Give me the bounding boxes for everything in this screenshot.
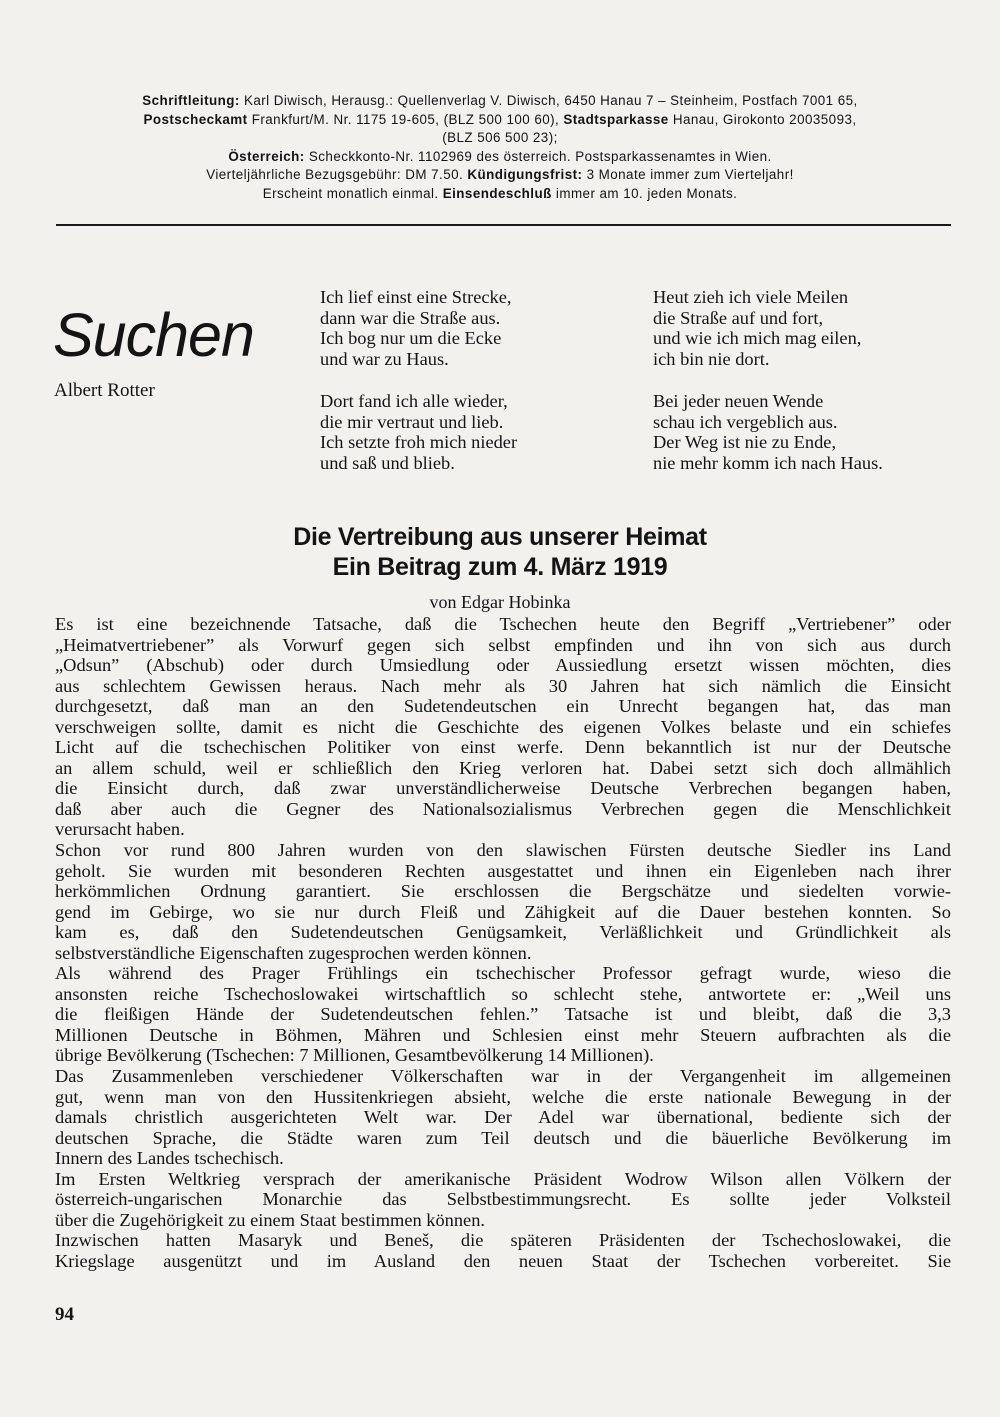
poem-stanza-3 bbox=[653, 287, 861, 369]
article-line: Schon vor rund 800 Jahren wurden von den slawischen Fürsten deutsche Siedler ins Land bbox=[55, 840, 951, 861]
masthead-label: Österreich: bbox=[228, 148, 305, 164]
poem-line: die mir vertraut und lieb. bbox=[320, 411, 504, 432]
article-author: von Edgar Hobinka bbox=[429, 592, 571, 612]
masthead-line bbox=[50, 166, 950, 185]
article-line: an allem schuld, weil er schließlich den Krieg verloren hat. Dabei setzt sich doch allmählich bbox=[55, 757, 951, 778]
article-line: Das Zusammenleben verschiedener Völkerschaften war in der Vergangenheit im allgemeinen bbox=[55, 1066, 951, 1087]
masthead-text: Scheckkonto-Nr. 1102969 des österreich. Postsparkassenamtes in Wien. bbox=[304, 148, 772, 164]
article-line: übrige Bevölkerung (Tschechen: 7 Millionen, Gesamtbevölkerung 14 Millionen). bbox=[55, 1045, 654, 1066]
article-line: herkömmlichen Ordnung garantiert. Sie erschlossen die Bergschätze und siedelten vorwie- bbox=[55, 881, 951, 902]
masthead-label: Postscheckamt bbox=[143, 111, 248, 127]
masthead-text: Hanau, Girokonto 20035093, bbox=[668, 111, 857, 127]
masthead-label: Schriftleitung: bbox=[142, 93, 240, 108]
article-line: aus schlechtem Gewissen heraus. Nach mehr als 30 Jahren hat sich nämlich die Einsicht bbox=[55, 675, 951, 696]
poem-line: die Straße auf und fort, bbox=[653, 307, 824, 328]
article-line: österreich-ungarischen Monarchie das Selbstbestimmungsrecht. Es sollte jeder Volksteil bbox=[55, 1189, 951, 1210]
article-line: „Heimatvertriebener” als Vorwurf gegen sich selbst empfinden und ihn von sich aus durch bbox=[55, 634, 951, 655]
article-title bbox=[0, 522, 1000, 582]
article-line: Licht auf die tschechischen Politiker von einst werfe. Denn bekanntlich ist nur der Deutsche bbox=[55, 737, 951, 758]
poem-stanza-4 bbox=[653, 391, 883, 473]
article-body bbox=[55, 614, 951, 1272]
article-line: die fleißigen Hände der Sudetendeutschen fehlen.” Tatsache ist und bleibt, daß die 3,3 bbox=[55, 1004, 951, 1025]
poem-stanza-1 bbox=[320, 287, 512, 369]
masthead-text: Erscheint monatlich einmal. bbox=[262, 185, 443, 201]
article-line: Als während des Prager Frühlings ein tschechischer Professor gefragt wurde, wieso die bbox=[55, 963, 951, 984]
article-line: Es ist eine bezeichnende Tatsache, daß die Tschechen heute den Begriff „Vertriebener” oder bbox=[55, 614, 951, 634]
article-line: Millionen Deutsche in Böhmen, Mähren und Schlesien einst mehr Steuern aufbrachten als die bbox=[55, 1024, 951, 1045]
masthead-line bbox=[50, 185, 950, 204]
article-line: Kriegslage ausgenützt und im Ausland den neuen Staat der Tschechen vorbereitet. Sie bbox=[55, 1250, 951, 1271]
poem-line: Ich bog nur um die Ecke bbox=[320, 328, 502, 349]
poem-line: Ich setzte froh mich nieder bbox=[320, 432, 518, 453]
poem-line: Ich lief einst eine Strecke, bbox=[320, 287, 512, 307]
article-line: Im Ersten Weltkrieg versprach der amerikanische Präsident Wodrow Wilson allen Völkern der bbox=[55, 1168, 951, 1189]
article-line: über die Zugehörigkeit zu einem Staat bestimmen können. bbox=[55, 1209, 486, 1230]
poem-line: Der Weg ist nie zu Ende, bbox=[653, 432, 837, 453]
article-line: verschweigen sollte, damit es nicht die Geschichte des eigenen Volkes belaste und ein schiefes bbox=[55, 716, 951, 737]
masthead-divider bbox=[56, 224, 951, 226]
masthead-text: Frankfurt/M. Nr. 1175 19-605, (BLZ 500 100 60), bbox=[247, 111, 564, 127]
article-line: gut, wenn man von den Hussitenkriegen absieht, welche die erste nationale Bewegung in der bbox=[55, 1086, 951, 1107]
article-line: selbstverständliche Eigenschaften zugesprochen werden können. bbox=[55, 942, 532, 963]
article-line: geholt. Sie wurden mit besonderen Rechten ausgestattet und ihnen ein Eigenleben nach ihrer bbox=[55, 860, 951, 881]
masthead-line bbox=[50, 111, 950, 130]
poem-line: ich bin nie dort. bbox=[653, 348, 770, 369]
masthead-text: Karl Diwisch, Herausg.: Quellenverlag V. Diwisch, 6450 Hanau 7 – Steinheim, Postfach 7001 65, bbox=[239, 93, 858, 108]
poem-line: schau ich vergeblich aus. bbox=[653, 411, 838, 432]
article-line: deutschen Sprache, die Städte waren zum Teil deutsch und die bäuerliche Bevölkerung im bbox=[55, 1127, 951, 1148]
poem-line: Heut zieh ich viele Meilen bbox=[653, 287, 849, 307]
masthead-label: Stadtsparkasse bbox=[563, 111, 669, 127]
article-line: daß aber auch die Gegner des Nationalsozialismus Verbrechen gegen die Menschlichkeit bbox=[55, 798, 951, 819]
masthead-line bbox=[50, 92, 950, 111]
article-line: damals christlich ausgerichteten Welt war. Der Adel war übernational, bediente sich der bbox=[55, 1107, 951, 1128]
masthead-text: 3 Monate immer zum Vierteljahr! bbox=[582, 167, 794, 183]
poem-title: Suchen bbox=[53, 301, 254, 369]
article-title-line: Die Vertreibung aus unserer Heimat bbox=[293, 523, 707, 551]
masthead bbox=[50, 92, 950, 204]
page-number: 94 bbox=[55, 1304, 74, 1325]
masthead-label: Einsendeschluß bbox=[442, 185, 552, 201]
poem-line: Bei jeder neuen Wende bbox=[653, 391, 824, 411]
article-line: Inzwischen hatten Masaryk und Beneš, die späteren Präsidenten der Tschechoslowakei, die bbox=[55, 1230, 951, 1251]
article-subtitle-line: Ein Beitrag zum 4. März 1919 bbox=[332, 553, 668, 581]
poem-author: Albert Rotter bbox=[54, 380, 155, 401]
masthead-text: Vierteljährliche Bezugsgebühr: DM 7.50. bbox=[206, 167, 468, 183]
poem-line: und saß und blieb. bbox=[320, 452, 455, 473]
article-line: verursacht haben. bbox=[55, 819, 185, 840]
poem-line: und war zu Haus. bbox=[320, 348, 449, 369]
poem-line: Dort fand ich alle wieder, bbox=[320, 391, 508, 411]
masthead-line: (BLZ 506 500 23); bbox=[442, 130, 558, 146]
masthead-label: Kündigungsfrist: bbox=[467, 167, 583, 183]
article-line: Innern des Landes tschechisch. bbox=[55, 1148, 284, 1169]
article-line: ansonsten reiche Tschechoslowakei wirtschaftlich so schlecht stehe, antwortete er: „Weil uns bbox=[55, 983, 951, 1004]
masthead-line bbox=[50, 148, 950, 167]
poem-line: dann war die Straße aus. bbox=[320, 307, 501, 328]
poem-line: und wie ich mich mag eilen, bbox=[653, 328, 862, 349]
poem-line: nie mehr komm ich nach Haus. bbox=[653, 452, 883, 473]
article-line: durchgesetzt, daß man an den Sudetendeutschen ein Unrecht begangen hat, das man bbox=[55, 696, 951, 717]
article-line: gend im Gebirge, wo sie nur durch Fleiß und Zähigkeit auf die Dauer bestehen konnten. So bbox=[55, 901, 951, 922]
masthead-text: immer am 10. jeden Monats. bbox=[551, 185, 738, 201]
article-line: die Einsicht durch, daß zwar unverständlicherweise Deutsche Verbrechen begangen haben, bbox=[55, 778, 951, 799]
article-line: kam es, daß den Sudetendeutschen Genügsamkeit, Verläßlichkeit und Gründlichkeit als bbox=[55, 922, 951, 943]
poem-stanza-2 bbox=[320, 391, 517, 473]
article-line: „Odsun” (Abschub) oder durch Umsiedlung oder Aussiedlung ersetzt wissen möchten, dies bbox=[55, 655, 951, 676]
